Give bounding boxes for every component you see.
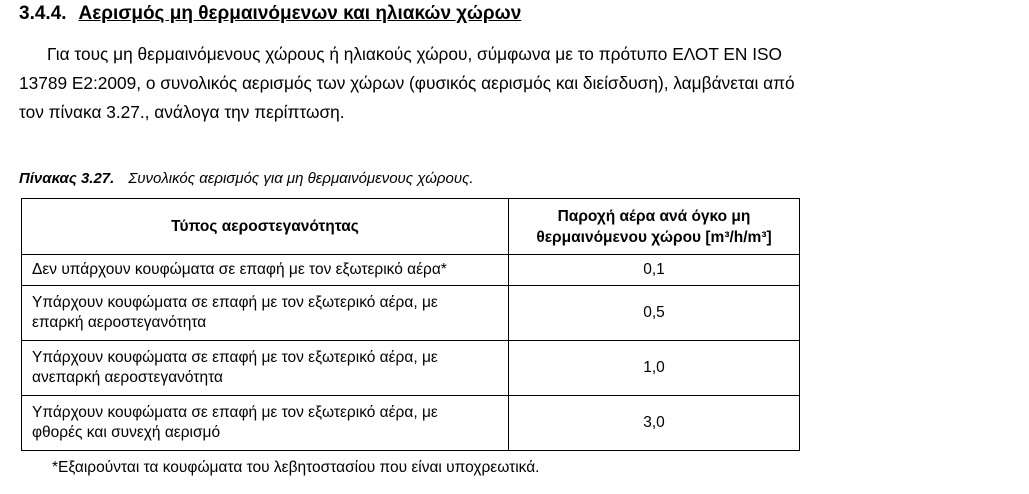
type-text: Υπάρχουν κουφώματα σε επαφή με τον εξωτερικό αέρα, με (32, 404, 438, 421)
airtightness-type-cell (22, 396, 509, 451)
airtightness-type-cell (22, 341, 509, 396)
header-air-flow-line: Παροχή αέρα ανά όγκο μη (557, 207, 751, 225)
table-header-row (22, 199, 800, 255)
table-row (22, 396, 800, 451)
intro-paragraph (19, 40, 919, 127)
type-text: Υπάρχουν κουφώματα σε επαφή με τον εξωτερικό αέρα, με (32, 294, 438, 311)
section-title: Αερισμός μη θερμαινόμενων και ηλιακών χώρων (78, 3, 522, 24)
header-air-flow-line: θερμαινόμενου χώρου [m³/h/m³] (536, 228, 772, 246)
table-caption (19, 170, 474, 187)
table-caption-label: Πίνακας 3.27. (19, 170, 115, 187)
airtightness-type-cell (22, 255, 509, 286)
air-flow-value: 0,5 (509, 286, 800, 341)
paragraph-line: τον πίνακα 3.27., ανάλογα την περίπτωση. (19, 102, 345, 122)
type-text: ανεπαρκή αεροστεγανότητα (32, 369, 223, 386)
paragraph-line: 13789 E2:2009, ο συνολικός αερισμός των χώρων (φυσικός αερισμός και διείσδυση), λαμβάνεται από (19, 73, 795, 93)
header-airtightness-type: Τύπος αεροστεγανότητας (22, 199, 509, 255)
table-footnote: *Εξαιρούνται τα κουφώματα του λεβητοστασίου που είναι υποχρεωτικά. (52, 459, 540, 476)
air-flow-value: 0,1 (509, 255, 800, 286)
section-number: 3.4.4. (19, 3, 67, 24)
header-air-flow (509, 199, 800, 255)
air-flow-value: 3,0 (509, 396, 800, 451)
table-row (22, 255, 800, 286)
paragraph-line: Για τους μη θερμαινόμενους χώρους ή ηλιακούς χώρου, σύμφωνα με το πρότυπο ΕΛΟΤ EN ISO (47, 44, 782, 64)
type-text: φθορές και συνεχή αερισμό (32, 424, 221, 441)
airtightness-type-cell (22, 286, 509, 341)
section-heading (19, 3, 521, 25)
air-flow-value: 1,0 (509, 341, 800, 396)
type-text: Δεν υπάρχουν κουφώματα σε επαφή με τον εξωτερικό αέρα* (32, 261, 447, 278)
table-row (22, 286, 800, 341)
table-caption-text: Συνολικός αερισμός για μη θερμαινόμενους χώρους. (128, 170, 474, 187)
table-row (22, 341, 800, 396)
ventilation-table (21, 198, 800, 451)
type-text: επαρκή αεροστεγανότητα (32, 314, 207, 331)
type-text: Υπάρχουν κουφώματα σε επαφή με τον εξωτερικό αέρα, με (32, 349, 438, 366)
